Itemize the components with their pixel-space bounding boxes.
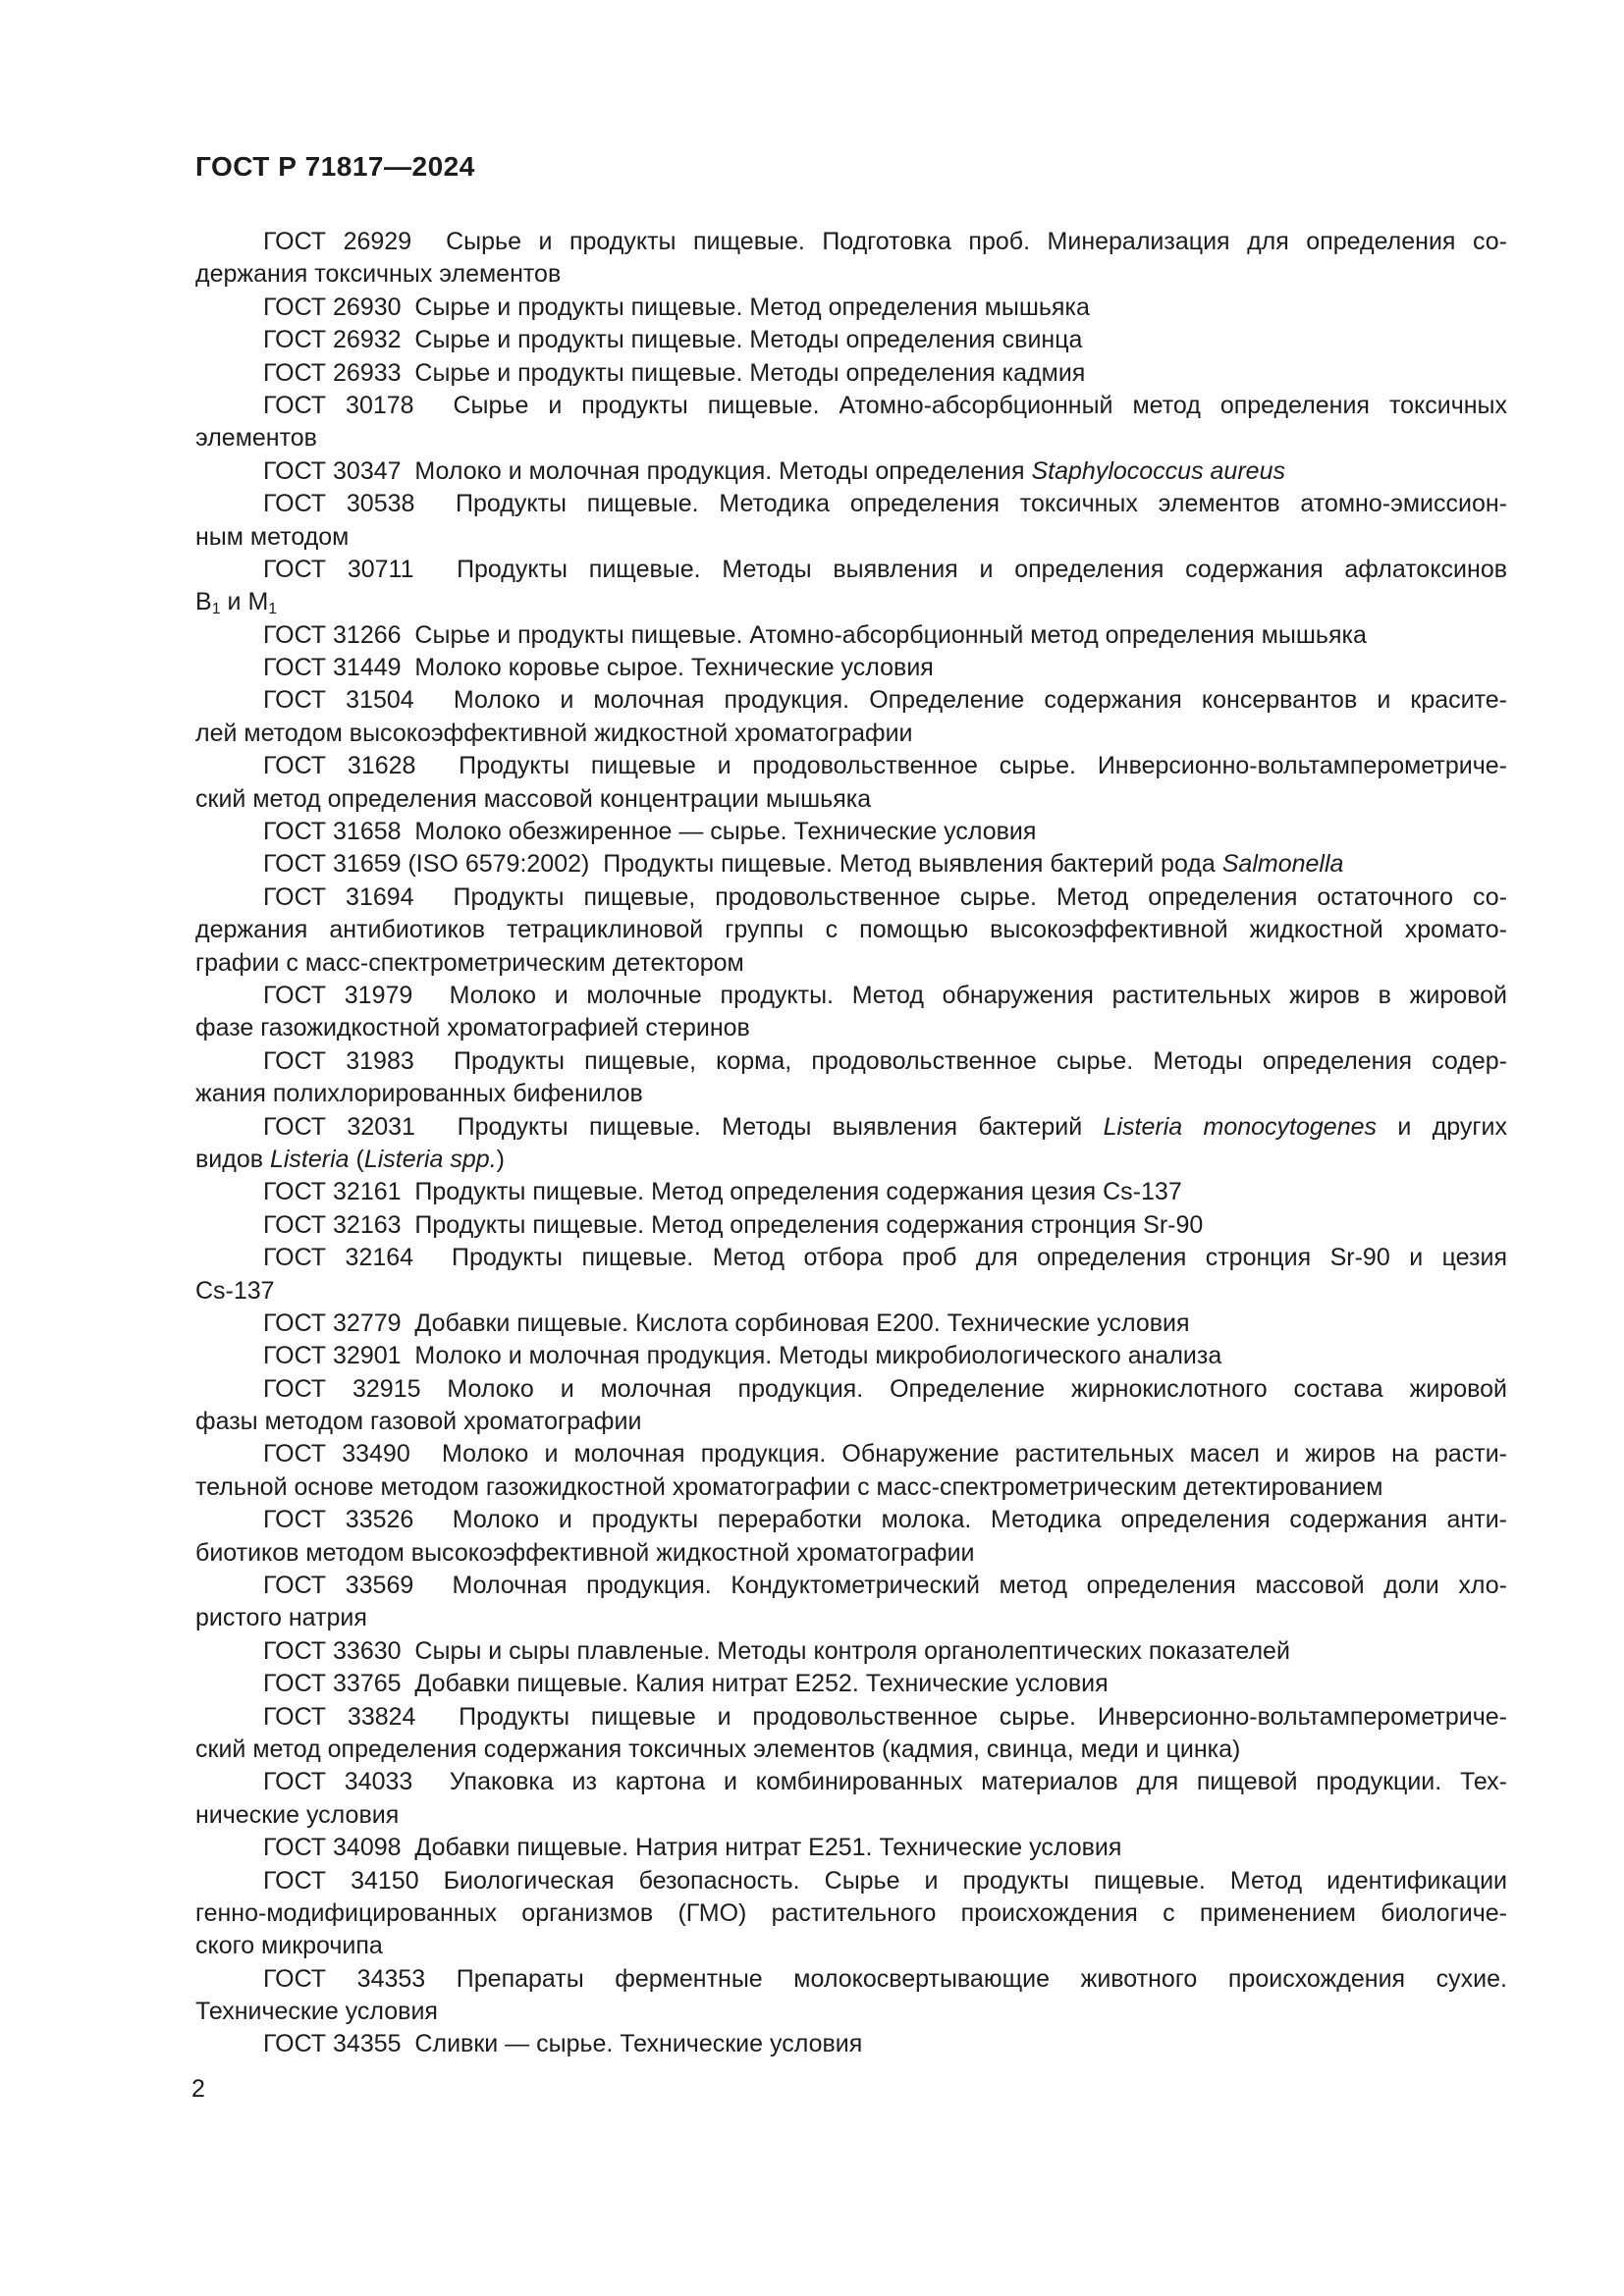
reference-entry: [195, 1242, 1507, 1308]
reference-text: ГОСТ 31694 Продукты пищевые, продовольственное сырье. Метод определения остаточного со-: [263, 882, 1507, 911]
reference-line: [195, 1865, 1507, 1897]
standard-code-header: ГОСТ Р 71817—2024: [195, 151, 475, 182]
reference-text: ГОСТ 34353 Препараты ферментные молокосвертывающие животного происхождения сухие.: [263, 1964, 1507, 1993]
reference-text: ГОСТ 30711 Продукты пищевые. Методы выявления и определения содержания афлатоксинов: [263, 555, 1507, 583]
reference-text: ГОСТ 26933 Сырье и продукты пищевые. Методы определения кадмия: [263, 358, 1086, 387]
reference-text: видов: [195, 1145, 270, 1173]
reference-line: [195, 652, 1507, 684]
reference-text: ский метод определения массовой концентрации мышьяка: [195, 784, 872, 813]
reference-line: [195, 554, 1507, 586]
reference-entry: [195, 1308, 1507, 1340]
reference-text: ский метод определения содержания токсичных элементов (кадмия, свинца, меди и цинка): [195, 1735, 1241, 1763]
reference-entry: [195, 750, 1507, 816]
reference-text: ГОСТ 34098 Добавки пищевые. Натрия нитрат Е251. Технические условия: [263, 1834, 1122, 1862]
reference-line: [195, 1930, 1507, 1962]
reference-line: [195, 1144, 1507, 1176]
reference-line: [195, 1176, 1507, 1208]
reference-entry: [195, 324, 1507, 356]
reference-line: [195, 783, 1507, 816]
reference-text: ГОСТ 31449 Молоко коровье сырое. Технические условия: [263, 654, 934, 682]
reference-line: [195, 1308, 1507, 1340]
reference-line: [195, 1734, 1507, 1766]
reference-line: [195, 226, 1507, 258]
reference-entry: [195, 1111, 1507, 1177]
reference-line: [195, 914, 1507, 946]
reference-text: нические условия: [195, 1800, 400, 1829]
reference-entry: [195, 1766, 1507, 1832]
reference-line: [195, 1275, 1507, 1308]
reference-line: [195, 718, 1507, 750]
reference-text: элементов: [195, 424, 317, 453]
reference-text: ГОСТ 33569 Молочная продукция. Кондуктометрический метод определения массовой доли хло-: [263, 1572, 1507, 1600]
reference-text: ГОСТ 31983 Продукты пищевые, корма, продовольственное сырье. Методы определения содер-: [263, 1046, 1507, 1075]
reference-line: [195, 1799, 1507, 1832]
reference-line: [195, 357, 1507, 390]
reference-text: держания токсичных элементов: [195, 260, 562, 289]
reference-text: держания антибиотиков тетрациклиновой группы с помощью высокоэффективной жидкостной хромато-: [195, 916, 1507, 944]
reference-text: генно-модифицированных организмов (ГМО) растительного происхождения с применением биологиче-: [195, 1898, 1507, 1927]
reference-line: [195, 1471, 1507, 1504]
reference-line: [195, 521, 1507, 554]
reference-line: [195, 1570, 1507, 1602]
reference-line: [195, 816, 1507, 848]
reference-line: [195, 1602, 1507, 1634]
reference-line: [195, 2028, 1507, 2060]
reference-line: [195, 1242, 1507, 1274]
reference-line: [195, 881, 1507, 914]
reference-line: [195, 586, 1507, 618]
reference-text: ГОСТ 32161 Продукты пищевые. Метод определения содержания цезия Cs-137: [263, 1178, 1182, 1206]
reference-text: графии с масс-спектрометрическим детектором: [195, 948, 744, 977]
reference-entry: [195, 652, 1507, 684]
reference-line: [195, 980, 1507, 1012]
reference-line: [195, 619, 1507, 652]
reference-text: ГОСТ 32163 Продукты пищевые. Метод определения содержания стронция Sr-90: [263, 1210, 1204, 1239]
reference-line: [195, 1373, 1507, 1406]
reference-entry: [195, 554, 1507, 619]
reference-text: фазе газожидкостной хроматографией стеринов: [195, 1014, 750, 1042]
reference-text: ГОСТ 31658 Молоко обезжиренное — сырье. Технические условия: [263, 818, 1037, 846]
reference-line: [195, 1635, 1507, 1668]
reference-text: ГОСТ 26932 Сырье и продукты пищевые. Методы определения свинца: [263, 326, 1083, 354]
reference-line: [195, 848, 1507, 881]
reference-line: [195, 455, 1507, 488]
reference-entry: [195, 488, 1507, 554]
reference-line: [195, 1078, 1507, 1110]
reference-entry: [195, 1701, 1507, 1767]
reference-text: ГОСТ 31266 Сырье и продукты пищевые. Атомно-абсорбционный метод определения мышьяка: [263, 620, 1367, 649]
reference-entry: [195, 1176, 1507, 1208]
reference-line: [195, 324, 1507, 356]
reference-line: [195, 1340, 1507, 1372]
reference-text: ристого натрия: [195, 1604, 367, 1632]
reference-line: [195, 1537, 1507, 1570]
reference-text: тельной основе методом газожидкостной хроматографии с масс-спектрометрическим детектированием: [195, 1472, 1383, 1501]
reference-line: [195, 1045, 1507, 1078]
latin-species-text: Staphylococcus aureus: [1031, 456, 1285, 485]
reference-line: [195, 1406, 1507, 1438]
reference-line: [195, 750, 1507, 782]
reference-entry: [195, 881, 1507, 980]
reference-entry: [195, 980, 1507, 1045]
reference-text: жания полихлорированных бифенилов: [195, 1080, 643, 1108]
reference-text: ГОСТ 34033 Упаковка из картона и комбинированных материалов для пищевой продукции. Тех-: [263, 1768, 1507, 1796]
reference-entry: [195, 1963, 1507, 2029]
reference-entry: [195, 1635, 1507, 1668]
reference-text: ГОСТ 31659 (ISO 6579:2002) Продукты пищевые. Метод выявления бактерий рода: [263, 850, 1222, 879]
reference-line: [195, 684, 1507, 717]
reference-text: ГОСТ 26929 Сырье и продукты пищевые. Подготовка проб. Минерализация для определения со-: [263, 228, 1507, 255]
reference-text: ным методом: [195, 522, 350, 551]
reference-text: ГОСТ 34355 Сливки — сырье. Технические условия: [263, 2030, 863, 2058]
reference-entry: [195, 292, 1507, 324]
reference-entry: [195, 684, 1507, 750]
latin-species-text: Salmonella: [1221, 850, 1344, 879]
reference-text: ГОСТ 33824 Продукты пищевые и продовольственное сырье. Инверсионно-вольтамперометриче-: [263, 1702, 1507, 1731]
latin-species-text: Listeria monocytogenes: [1103, 1112, 1378, 1141]
reference-text: ГОСТ 26930 Сырье и продукты пищевые. Метод определения мышьяка: [263, 293, 1090, 321]
reference-entry: [195, 1045, 1507, 1111]
reference-entry: [195, 226, 1507, 292]
references-list: [195, 226, 1507, 2061]
reference-entry: [195, 1209, 1507, 1242]
reference-entry: [195, 390, 1507, 455]
reference-line: [195, 1897, 1507, 1930]
reference-text: Cs-137: [195, 1276, 275, 1305]
reference-entry: [195, 1438, 1507, 1504]
reference-line: [195, 258, 1507, 291]
reference-text: ГОСТ 32779 Добавки пищевые. Кислота сорбиновая Е200. Технические условия: [263, 1308, 1190, 1337]
reference-entry: [195, 619, 1507, 652]
reference-text: ГОСТ 32915 Молоко и молочная продукция. Определение жирнокислотного состава жировой: [263, 1374, 1507, 1403]
latin-species-text: Listeria: [269, 1145, 350, 1173]
reference-entry: [195, 455, 1507, 488]
reference-entry: [195, 848, 1507, 881]
reference-line: [195, 1963, 1507, 1996]
reference-text: ГОСТ 32164 Продукты пищевые. Метод отбора проб для определения стронция Sr-90 и цезия: [263, 1244, 1507, 1272]
latin-species-text: Listeria spp.: [363, 1145, 497, 1173]
reference-line: [195, 488, 1507, 520]
reference-line: [195, 1504, 1507, 1536]
reference-line: [195, 1438, 1507, 1470]
reference-text: В: [195, 588, 212, 616]
subscript-text: 1: [268, 601, 278, 618]
reference-text: ГОСТ 34150 Биологическая безопасность. Сырье и продукты пищевые. Метод идентификации: [263, 1866, 1507, 1895]
reference-text: Технические условия: [195, 1998, 438, 2026]
reference-text: фазы методом газовой хроматографии: [195, 1408, 642, 1436]
reference-entry: [195, 1832, 1507, 1864]
reference-line: [195, 1668, 1507, 1700]
reference-text: ГОСТ 33630 Сыры и сыры плавленые. Методы контроля органолептических показателей: [263, 1636, 1290, 1665]
reference-text: ГОСТ 31979 Молоко и молочные продукты. Метод обнаружения растительных жиров в жировой: [263, 981, 1507, 1009]
reference-text: ГОСТ 30178 Сырье и продукты пищевые. Атомно-абсорбционный метод определения токсичных: [263, 391, 1507, 419]
reference-text: ГОСТ 32901 Молоко и молочная продукция. Методы микробиологического анализа: [263, 1342, 1222, 1370]
page-number: 2: [191, 2075, 205, 2103]
reference-text: ГОСТ 31628 Продукты пищевые и продовольственное сырье. Инверсионно-вольтамперометриче-: [263, 752, 1507, 780]
reference-entry: [195, 1340, 1507, 1372]
reference-line: [195, 1701, 1507, 1734]
reference-text: ского микрочипа: [195, 1932, 383, 1960]
reference-entry: [195, 1504, 1507, 1570]
reference-line: [195, 1766, 1507, 1798]
reference-line: [195, 1209, 1507, 1242]
reference-line: [195, 292, 1507, 324]
reference-entry: [195, 1668, 1507, 1700]
reference-text: ГОСТ 30538 Продукты пищевые. Методика определения токсичных элементов атомно-эмиссион-: [263, 490, 1507, 518]
reference-line: [195, 1111, 1507, 1144]
reference-text: и М: [220, 588, 269, 616]
reference-entry: [195, 357, 1507, 390]
reference-text: ГОСТ 33765 Добавки пищевые. Калия нитрат Е252. Технические условия: [263, 1670, 1109, 1698]
reference-text: и других: [1377, 1112, 1507, 1141]
reference-entry: [195, 1570, 1507, 1635]
reference-line: [195, 1832, 1507, 1864]
reference-text: (: [349, 1145, 364, 1173]
reference-text: ГОСТ 31504 Молоко и молочная продукция. Определение содержания консервантов и красите-: [263, 686, 1507, 715]
reference-text: ГОСТ 33526 Молоко и продукты переработки молока. Методика определения содержания анти-: [263, 1506, 1507, 1534]
reference-text: ГОСТ 32031 Продукты пищевые. Методы выявления бактерий: [263, 1112, 1104, 1141]
reference-line: [195, 390, 1507, 422]
reference-entry: [195, 2028, 1507, 2060]
reference-entry: [195, 1865, 1507, 1963]
reference-text: ГОСТ 30347 Молоко и молочная продукция. Методы определения: [263, 456, 1032, 485]
reference-text: ГОСТ 33490 Молоко и молочная продукция. Обнаружение растительных масел и жиров на расти-: [263, 1440, 1507, 1468]
reference-entry: [195, 1373, 1507, 1439]
reference-entry: [195, 816, 1507, 848]
reference-line: [195, 947, 1507, 980]
subscript-text: 1: [211, 601, 221, 618]
reference-text: лей методом высокоэффективной жидкостной хроматографии: [195, 719, 913, 747]
reference-line: [195, 422, 1507, 454]
reference-line: [195, 1996, 1507, 2028]
reference-text: биотиков методом высокоэффективной жидкостной хроматографии: [195, 1538, 975, 1567]
reference-text: ): [496, 1145, 505, 1173]
reference-line: [195, 1012, 1507, 1044]
